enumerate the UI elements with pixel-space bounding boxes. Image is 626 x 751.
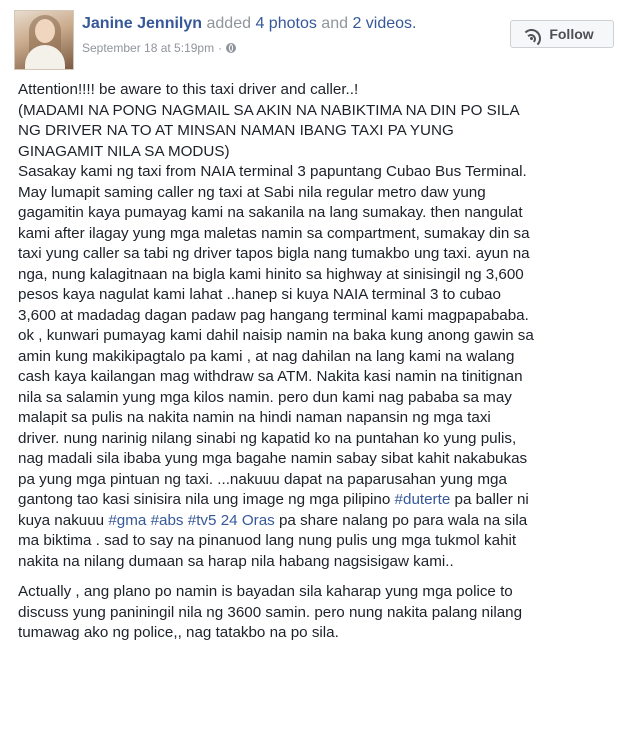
post-line (18, 490, 618, 511)
line-text: gantong tao kasi sinisira nila ung image ng mga pilipino (18, 491, 395, 508)
post-line: taxi yung caller sa tabi ng driver tapos bigla nang tumakbo ung taxi. ayun na (18, 245, 530, 262)
post-line: cash kaya kailangan mag withdraw sa ATM. Nakita kasi namin na tinitignan (18, 368, 523, 385)
post-line: pa yung mga pintuan ng taxi. ...nakuuu dapat na paparusahan yung mga (18, 470, 507, 488)
line-text: pa share nalang po para wala na sila (274, 511, 528, 529)
conjunction: and (321, 15, 348, 32)
post-meta (82, 41, 502, 55)
globe-icon[interactable] (226, 43, 236, 53)
post-line: nila sa salamin yung mga kilos namin. pero dun kami nag pababa sa may (18, 388, 512, 406)
line-text: kuya nakuuu (18, 511, 109, 529)
follow-label: Follow (549, 26, 594, 42)
post-line: Actually , ang plano po namin is bayadan sila kaharap yung mga police to (18, 583, 513, 600)
author-name[interactable]: Janine Jennilyn (82, 15, 203, 32)
avatar[interactable] (14, 10, 74, 70)
follow-button[interactable] (510, 20, 614, 48)
post-line: 3,600 at madadag dagan padaw pag hangang terminal kami magpapababa. (18, 306, 529, 324)
post-line: (MADAMI NA PONG NAGMAIL SA AKIN NA NABIKTIMA NA DIN PO SILA (18, 101, 520, 119)
paragraph-gap (18, 572, 618, 582)
line-text: pa baller ni (450, 491, 529, 508)
post-line: pesos kaya nagulat kami lahat ..hanep si kuya NAIA terminal 3 to cubao (18, 286, 501, 303)
post-header (14, 10, 614, 70)
hashtag-tv5[interactable]: #tv5 (187, 511, 217, 529)
avatar-face (35, 19, 55, 43)
post-line: malapit sa pulis na nakita namin na hindi naman napansin ng mga taxi (18, 409, 491, 426)
post-line (18, 511, 618, 532)
hashtag-tv5-rest[interactable]: 24 Oras (216, 511, 275, 529)
meta-separator: · (218, 41, 223, 55)
header-text (82, 14, 502, 55)
hashtag-abs[interactable]: #abs (150, 511, 184, 529)
post-line: gagamitin kaya pumayag kami na sakanila na lang sumakay. then nangulat (18, 204, 523, 221)
post-line: Attention!!!! be aware to this taxi driver and caller..! (18, 81, 359, 98)
hashtag-duterte[interactable]: #duterte (394, 491, 451, 508)
post-line: nag madali sila ibaba yung mga bagahe namin sabay sibat kahit nakabukas (18, 450, 528, 467)
photos-link[interactable]: 4 photos (255, 15, 317, 32)
post-line: ok , kunwari pumayag kami dahil naisip namin na baka kung anong gawin sa (18, 327, 534, 344)
post-line: nakita na nilang dumaan sa harap nila habang nagsisigaw kami.. (18, 552, 454, 570)
post-line: kami after ilagay yung mga maletas namin sa compartment, sumakay din sa (18, 224, 530, 242)
hashtag-gma[interactable]: #gma (108, 511, 147, 529)
action-prefix: added (206, 15, 251, 32)
post-title-line (82, 14, 502, 34)
post-line: Sasakay kami ng taxi from NAIA terminal 3 papuntang Cubao Bus Terminal. (18, 163, 527, 180)
rss-icon (530, 28, 542, 40)
post-line: NG DRIVER NA TO AT MINSAN NAMAN IBANG TAXI PA YUNG (18, 122, 454, 139)
post-line: driver. nung narinig nilang sinabi ng kapatid ko na puntahan ko yung pulis, (18, 429, 517, 447)
timestamp[interactable]: September 18 at 5:19pm (82, 41, 215, 55)
post-body (18, 80, 618, 644)
post-line: May lumapit saming caller ng taxi at Sabi nila regular metro daw yung (18, 183, 486, 201)
action-text (207, 15, 417, 32)
post-line: tumawag ako ng police,, nag tatakbo na po sila. (18, 624, 339, 641)
videos-link[interactable]: 2 videos. (352, 15, 417, 32)
post-line: amin kung makikipagtalo pa kami , at nag dahilan na lang kami na walang (18, 347, 515, 365)
post-line: GINAGAMIT NILA SA MODUS) (18, 142, 230, 160)
post-line: nga, nung kalagitnaan na bigla kami hinito sa highway at sinisingil ng 3,600 (18, 265, 524, 283)
post-line: ma biktima . sad to say na pinanuod lang nung pulis ung mga tukmol kahit (18, 532, 517, 549)
post-line: discuss yung paniningil nila ng 3600 samin. pero nung nakita palang nilang (18, 603, 523, 621)
